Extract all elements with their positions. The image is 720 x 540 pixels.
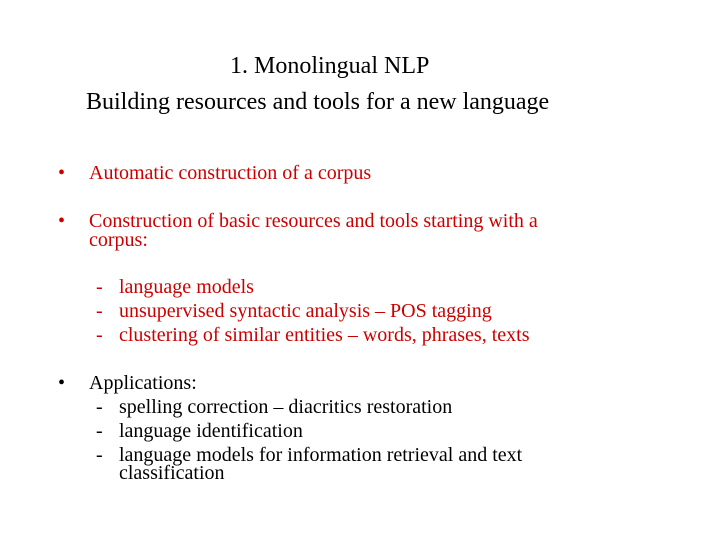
bullet-3-text: Applications: <box>89 372 197 394</box>
bullet-marker: • <box>58 210 66 232</box>
sub-bullet-dash: - <box>96 444 103 466</box>
bullet-3-subitem-1: spelling correction – diacritics restoration <box>119 396 453 418</box>
bullet-3-subitem-3-continuation: classification <box>119 462 225 484</box>
bullet-1-text: Automatic construction of a corpus <box>89 162 372 184</box>
sub-bullet-dash: - <box>96 300 103 322</box>
sub-bullet-dash: - <box>96 420 103 442</box>
bullet-2-text-line-1: Construction of basic resources and tools starting with a <box>89 210 538 232</box>
bullet-marker: • <box>58 372 66 394</box>
bullet-marker: • <box>58 162 66 184</box>
sub-bullet-dash: - <box>96 324 103 346</box>
bullet-3-subitem-2: language identification <box>119 420 303 442</box>
sub-bullet-dash: - <box>96 396 103 418</box>
bullet-2-subitem-3: clustering of similar entities – words, phrases, texts <box>119 324 530 346</box>
slide-title-line-1: 1. Monolingual NLP <box>230 53 430 79</box>
bullet-2-subitem-1: language models <box>119 276 254 298</box>
sub-bullet-dash: - <box>96 276 103 298</box>
bullet-3-subitem-3: language models for information retrieval and text <box>119 444 523 466</box>
slide-title-line-2: Building resources and tools for a new language <box>86 89 550 115</box>
bullet-2-subitem-2: unsupervised syntactic analysis – POS tagging <box>119 300 492 322</box>
bullet-2-text-line-2: corpus: <box>89 229 148 251</box>
